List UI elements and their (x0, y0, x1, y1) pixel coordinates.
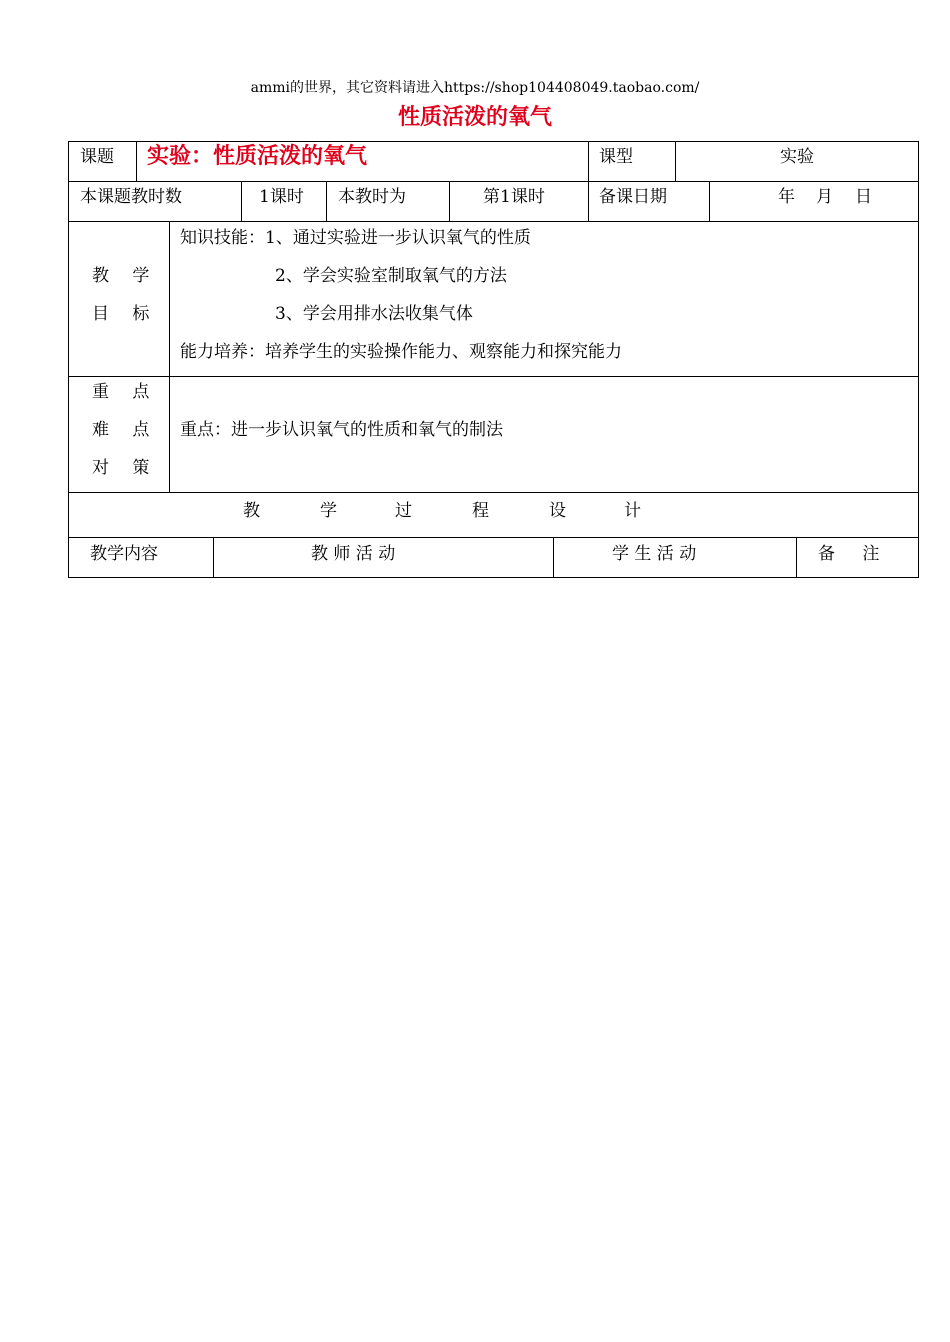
objective-line: 能力培养：培养学生的实验操作能力、观察能力和探究能力 (180, 342, 622, 362)
process-header-char: 过 (395, 501, 412, 521)
topic-label: 课题 (80, 147, 114, 167)
row-divider (68, 492, 919, 493)
hours-value: 1课时 (259, 187, 304, 207)
cell-divider (326, 181, 327, 221)
date-year: 年 (778, 187, 795, 207)
page-title: 性质活泼的氧气 (397, 105, 552, 130)
row-divider (68, 376, 919, 377)
process-header-char: 计 (624, 501, 641, 521)
type-label: 课型 (599, 147, 633, 167)
cell-divider (449, 181, 450, 221)
process-header-char: 学 (320, 501, 337, 521)
column-teacher: 教 师 活 动 (311, 544, 396, 564)
hours-label: 本课题教时数 (80, 187, 182, 207)
cell-divider (241, 181, 242, 221)
session-label: 本教时为 (338, 187, 406, 207)
cell-divider (588, 141, 589, 181)
objectives-label: 教 学 (92, 266, 150, 286)
date-month: 月 (816, 187, 833, 207)
cell-divider (213, 537, 214, 578)
cell-divider (796, 537, 797, 578)
column-content: 教学内容 (90, 544, 158, 564)
session-value: 第1课时 (483, 187, 545, 207)
process-header-char: 教 (243, 501, 260, 521)
process-header-char: 程 (472, 501, 489, 521)
header-note: ammi的世界，其它资料请进入https://shop104408049.taobao.com/ (250, 80, 700, 96)
type-value: 实验 (780, 147, 814, 167)
row-divider (68, 537, 919, 538)
row-divider (68, 221, 919, 222)
objective-line: 2、学会实验室制取氧气的方法 (275, 266, 507, 286)
objective-line: 知识技能：1、通过实验进一步认识氧气的性质 (180, 228, 531, 248)
key-points-label: 难 点 (92, 420, 150, 440)
key-points-label: 对 策 (92, 458, 150, 478)
cell-divider (675, 141, 676, 181)
key-points-content: 重点：进一步认识氧气的性质和氧气的制法 (180, 420, 503, 440)
date-label: 备课日期 (599, 187, 667, 207)
topic-value: 实验：性质活泼的氧气 (147, 144, 368, 169)
cell-divider (588, 181, 589, 221)
objective-line: 3、学会用排水法收集气体 (275, 304, 473, 324)
date-day: 日 (855, 187, 872, 207)
cell-divider (553, 537, 554, 578)
cell-divider (169, 221, 170, 492)
column-student: 学 生 活 动 (612, 544, 697, 564)
cell-divider (709, 181, 710, 221)
cell-divider (136, 141, 137, 181)
process-header-char: 设 (549, 501, 566, 521)
row-divider (68, 181, 919, 182)
objectives-label: 目 标 (92, 304, 150, 324)
key-points-label: 重 点 (92, 382, 150, 402)
column-notes: 备 注 (818, 544, 880, 564)
